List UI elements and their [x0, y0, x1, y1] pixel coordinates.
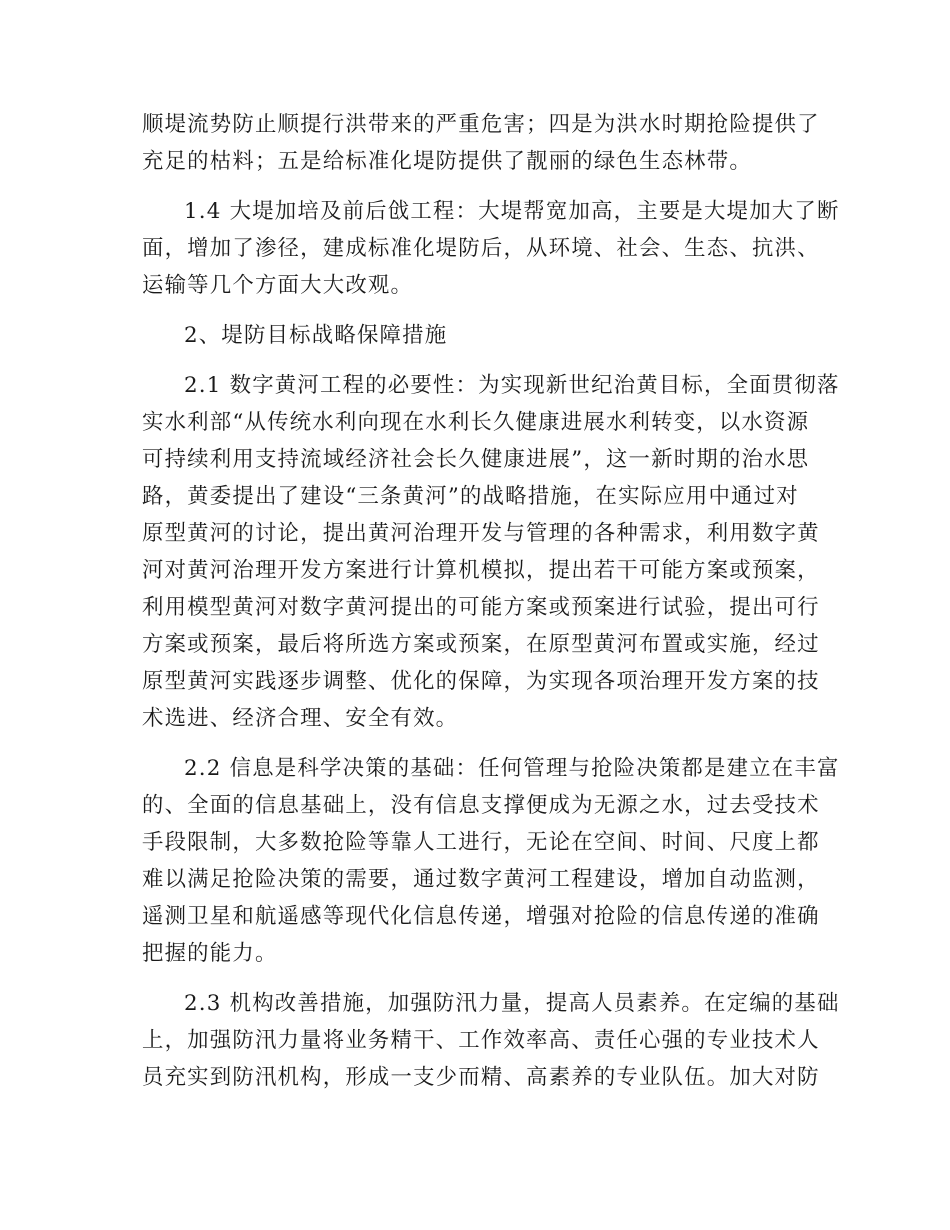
text-line: 河对黄河治理开发方案进行计算机模拟，提出若干可能方案或预案， [142, 558, 820, 583]
text-line: 实水利部“从传统水利向现在水利长久健康进展水利转变，以水资源 [142, 410, 810, 435]
paragraph-section-1-4 [142, 193, 840, 304]
paragraph-section-2-3 [142, 985, 840, 1096]
paragraph-flood-benefits [142, 106, 820, 180]
text-line: 2.1 数字黄河工程的必要性：为实现新世纪治黄目标，全面贯彻落 [184, 373, 840, 398]
text-line: 2.3 机构改善措施，加强防汛力量，提高人员素养。在定编的基础 [184, 991, 840, 1016]
text-line: 充足的枯料；五是给标准化堤防提供了靓丽的绿色生态林带。 [142, 149, 752, 174]
text-line: 手段限制，大多数抢险等靠人工进行，无论在空间、时间、尺度上都 [142, 830, 820, 855]
paragraph-section-2-2 [142, 750, 840, 972]
text-line: 上，加强防汛力量将业务精干、工作效率高、责任心强的专业技术人 [142, 1028, 820, 1053]
text-line: 遥测卫星和航遥感等现代化信息传递，增强对抢险的信息传递的准确 [142, 904, 820, 929]
text-line: 利用模型黄河对数字黄河提出的可能方案或预案进行试验，提出可行 [142, 595, 820, 620]
text-line: 可持续利用支持流域经济社会长久健康进展”，这一新时期的治水思 [142, 447, 810, 472]
paragraph-gap [142, 304, 814, 317]
paragraph-gap [142, 972, 814, 985]
text-line: 面，增加了渗径，建成标准化堤防后，从环境、社会、生态、抗洪、 [142, 236, 820, 261]
paragraph-gap [142, 737, 814, 750]
text-line: 员充实到防汛机构，形成一支少而精、高素养的专业队伍。加大对防 [142, 1065, 820, 1090]
text-line: 2.2 信息是科学决策的基础：任何管理与抢险决策都是建立在丰富 [184, 756, 840, 781]
text-line: 路，黄委提出了建设“三条黄河”的战略措施，在实际应用中通过对 [142, 484, 799, 509]
text-line: 术选进、经济合理、安全有效。 [142, 706, 459, 731]
paragraph-gap [142, 354, 814, 367]
text-line: 顺堤流势防止顺提行洪带来的严重危害；四是为洪水时期抢险提供了 [142, 112, 820, 137]
text-line: 把握的能力。 [142, 941, 278, 966]
text-line: 难以满足抢险决策的需要，通过数字黄河工程建设，增加自动监测， [142, 867, 820, 892]
text-line: 方案或预案，最后将所选方案或预案，在原型黄河布置或实施，经过 [142, 632, 820, 657]
document-page [142, 106, 840, 1096]
text-line: 1.4 大堤加培及前后戗工程：大堤帮宽加高，主要是大堤加大了断 [184, 199, 840, 224]
section-heading-2 [142, 317, 814, 354]
text-line: 原型黄河的讨论，提出黄河治理开发与管理的各种需求，利用数字黄 [142, 521, 820, 546]
text-line: 运输等几个方面大大改观。 [142, 273, 414, 298]
text-line: 的、全面的信息基础上，没有信息支撑便成为无源之水，过去受技术 [142, 793, 820, 818]
text-line: 2、堤防目标战略保障措施 [184, 323, 448, 348]
text-line: 原型黄河实践逐步调整、优化的保障，为实现各项治理开发方案的技 [142, 669, 820, 694]
paragraph-gap [142, 180, 814, 193]
paragraph-section-2-1 [142, 367, 840, 737]
